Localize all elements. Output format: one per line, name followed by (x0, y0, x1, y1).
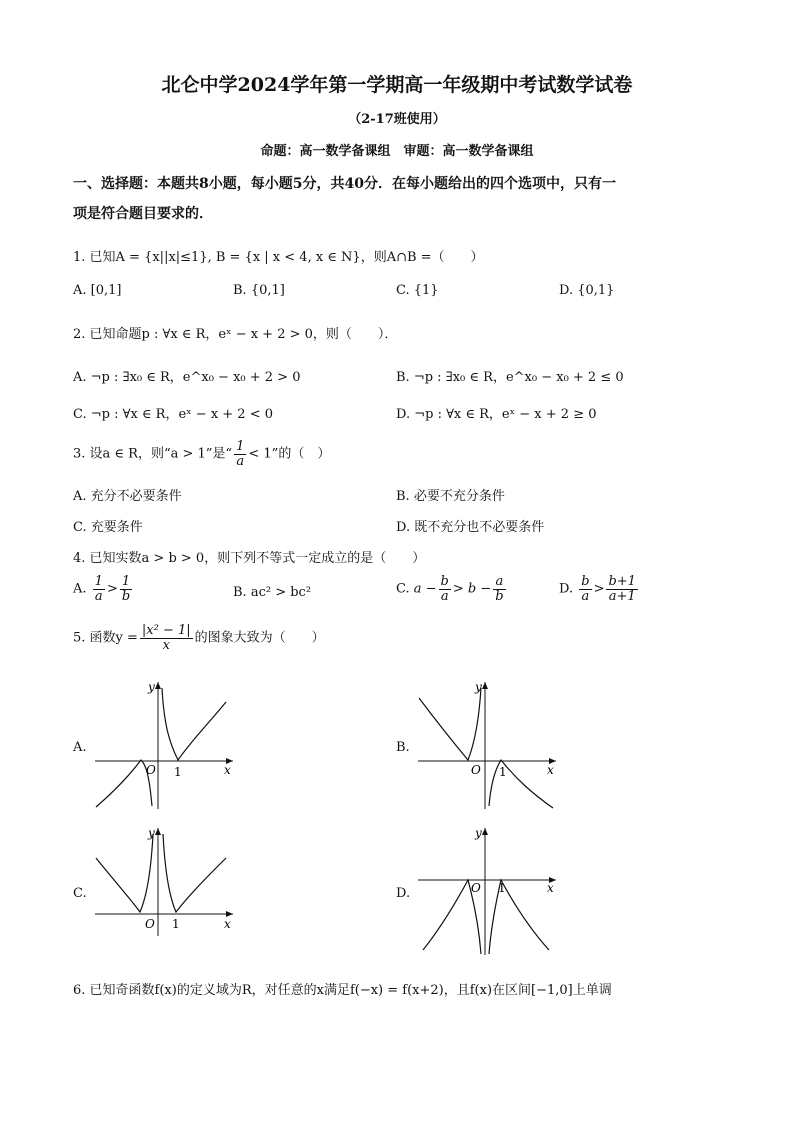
q5-frac-den: x (162, 637, 170, 653)
q3-stem-pre: 3. 设a ∈ R，则“a > 1”是“ (73, 446, 233, 462)
q4c-n1: b (440, 574, 449, 589)
q4-option-d (559, 575, 640, 603)
q4c-n2: a (493, 575, 505, 590)
q2-option-d: D. ¬p : ∀x ∈ R，eˣ − x + 2 ≥ 0 (396, 407, 597, 422)
q4-option-a (73, 575, 134, 603)
q5-option-d: D. (396, 886, 411, 901)
graph-b-origin-label: O (471, 763, 481, 777)
exam-subtitle: （2-17班使用） (348, 112, 446, 127)
graph-a-left-curve (96, 760, 152, 807)
graph-c (90, 822, 240, 938)
graph-d-x-label: x (547, 881, 554, 895)
q3-frac-den: a (236, 453, 245, 469)
graph-b (413, 676, 563, 812)
q4c-mid: > b − (452, 581, 492, 597)
q3-fraction (234, 440, 246, 468)
graph-b-y-label: y (475, 680, 482, 694)
q5-stem-post: 的图象大致为（ ） (194, 630, 325, 646)
q2-option-a: A. ¬p : ∃x₀ ∈ R，e^x₀ − x₀ + 2 > 0 (73, 370, 301, 385)
q3-frac-num: 1 (236, 439, 245, 454)
graph-c-left-curve (96, 834, 153, 912)
graph-a-origin-label: O (146, 763, 156, 777)
section-header-line1: 一、选择题：本题共8小题，每小题5分，共40分．在每小题给出的四个选项中，只有一 (73, 176, 616, 192)
graph-a-right-curve (162, 688, 226, 760)
q1-option-b: B. {0,1] (233, 283, 285, 298)
q5-option-a: A. (73, 740, 87, 755)
q4-option-b: B. ac² > bc² (233, 585, 312, 600)
graph-a-y-label: y (148, 680, 155, 694)
question-5-stem (73, 624, 325, 652)
graph-b-y-arrow (482, 682, 488, 689)
graph-b-one-label: 1 (499, 765, 507, 779)
q4-option-d-label: D. (559, 581, 574, 597)
q5-stem-pre: 5. 函数y = (73, 630, 138, 646)
graph-b-left-curve (419, 688, 481, 760)
q4d-n2: b+1 (608, 574, 636, 589)
graph-a (90, 676, 240, 812)
graph-c-origin-label: O (145, 917, 155, 931)
question-3-stem (73, 440, 330, 468)
q2-option-c: C. ¬p : ∀x ∈ R，eˣ − x + 2 < 0 (73, 407, 274, 422)
q4a-rel: > (106, 581, 118, 597)
graph-d-one-label: 1 (498, 881, 506, 895)
q5-option-b: B. (396, 740, 410, 755)
q2-option-b: B. ¬p : ∃x₀ ∈ R，e^x₀ − x₀ + 2 ≤ 0 (396, 370, 624, 385)
q4-option-c-label: C. (396, 581, 410, 597)
q1-option-c: C. {1} (396, 283, 439, 298)
q4a-d1: a (94, 588, 103, 604)
q4-option-a-label: A. (73, 581, 87, 597)
q4c-pre: a − (413, 581, 437, 597)
section-header-line2: 项是符合题目要求的． (73, 206, 213, 222)
graph-b-x-label: x (547, 763, 554, 777)
graph-c-y-label: y (148, 826, 155, 840)
q4a-n1: 1 (94, 574, 103, 589)
graph-c-right-curve (163, 834, 226, 912)
graph-d-y-arrow (482, 828, 488, 835)
graph-d-y-label: y (475, 826, 482, 840)
q3-option-a: A. 充分不必要条件 (73, 489, 182, 504)
question-4-stem: 4. 已知实数a > b > 0，则下列不等式一定成立的是（ ） (73, 551, 426, 566)
q3-option-b: B. 必要不充分条件 (396, 489, 505, 504)
q4c-d1: a (440, 588, 449, 604)
exam-authors: 命题：高一数学备课组 审题：高一数学备课组 (260, 144, 534, 159)
graph-a-y-arrow (155, 682, 161, 689)
question-1-stem: 1. 已知A = {x||x|≤1}, B = {x | x < 4, x ∈ N}，则A∩B =（ ） (73, 250, 484, 265)
q1-option-d: D. {0,1} (559, 283, 615, 298)
q4d-d1: a (581, 588, 590, 604)
q4a-n2: 1 (120, 575, 132, 590)
graph-c-y-arrow (155, 828, 161, 835)
q3-stem-post: < 1”的（ ） (248, 446, 331, 462)
q4d-d2: a+1 (608, 588, 636, 604)
graph-c-x-label: x (224, 917, 231, 931)
q4d-n1: b (581, 574, 590, 589)
q1-option-a: A. [0,1] (73, 283, 122, 298)
graph-a-x-label: x (224, 763, 231, 777)
q4c-d2: b (495, 588, 504, 604)
graph-d (413, 822, 563, 958)
q4-option-c (396, 575, 508, 603)
exam-title: 北仑中学2024学年第一学期高一年级期中考试数学试卷 (161, 74, 633, 96)
graph-c-one-label: 1 (172, 917, 180, 931)
q5-fraction (140, 624, 193, 652)
q4a-d2: b (121, 588, 131, 604)
q3-option-d: D. 既不充分也不必要条件 (396, 520, 545, 535)
question-2-stem: 2. 已知命题p : ∀x ∈ R，eˣ − x + 2 > 0，则（ ）． (73, 327, 398, 342)
graph-a-one-label: 1 (174, 765, 182, 779)
q5-frac-num: |x² − 1| (141, 623, 191, 638)
graph-d-origin-label: O (471, 881, 481, 895)
q4d-rel: > (593, 581, 605, 597)
question-6-stem: 6. 已知奇函数f(x)的定义域为R，对任意的x满足f(−x) = f(x+2)，且f(x)在区间[−1,0]上单调 (73, 983, 612, 998)
q5-option-c: C. (73, 886, 87, 901)
q3-option-c: C. 充要条件 (73, 520, 143, 535)
